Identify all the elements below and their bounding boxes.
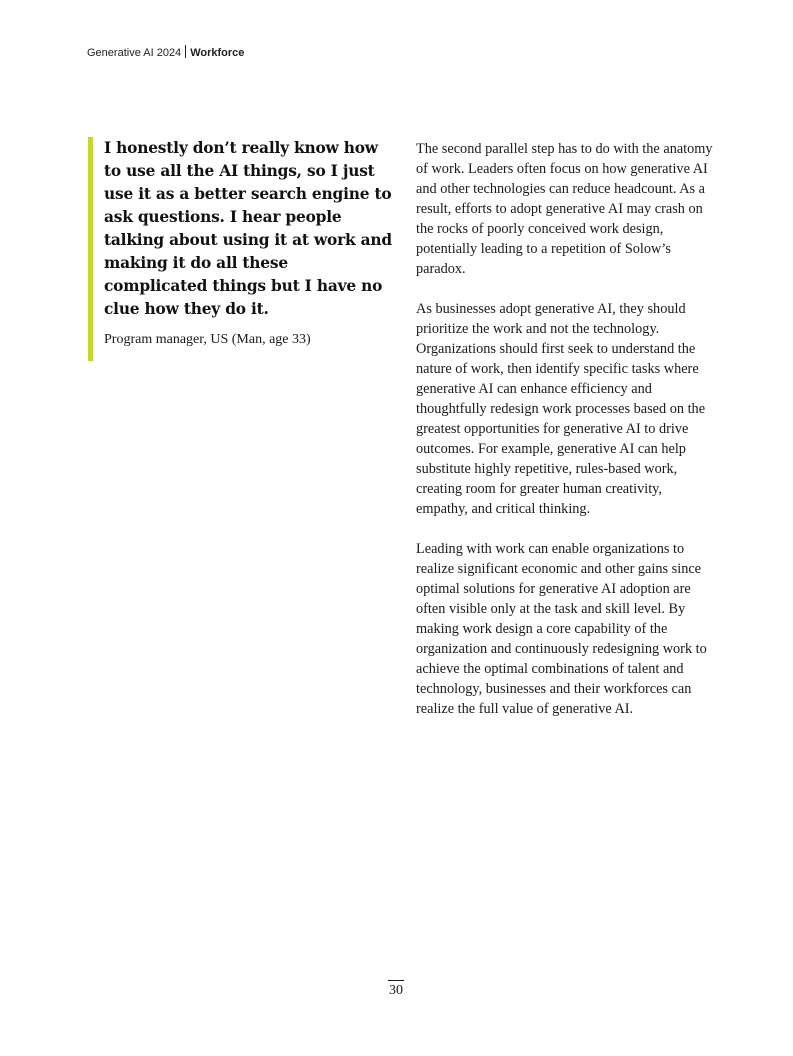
running-header xyxy=(87,45,244,60)
body-paragraph: The second parallel step has to do with the anatomy of work. Leaders often focus on how generative AI and other technologies can reduce headcount. As a result, efforts to adopt generative AI may crash on the rocks of poorly conceived work design, potentially leading to a repetition of Solow’s paradox. xyxy=(416,141,713,277)
pull-quote-text: I honestly don’t really know how to use all the AI things, so I just use it as a better search engine to ask questions. I hear people talking about using it at work and making it do all these complicated things but I have no clue how they do it. xyxy=(104,139,392,318)
body-column xyxy=(416,139,716,739)
body-paragraph: As businesses adopt generative AI, they should prioritize the work and not the technology. Organizations should first seek to understand the nature of work, then identify specific tasks where generative AI can enhance efficiency and thoughtfully redesign work processes based on the greatest opportunities for generative AI to drive outcomes. For example, generative AI can help substitute highly repetitive, rules-based work, creating room for greater human creativity, empathy, and critical thinking. xyxy=(416,301,706,517)
header-divider xyxy=(185,45,186,58)
body-paragraph: Leading with work can enable organizations to realize significant economic and other gains since optimal solutions for generative AI adoption are often visible only at the task and skill level. By making work design a core capability of the organization and continuously redesigning work to achieve the optimal combinations of talent and technology, businesses and their workforces can realize the full value of generative AI. xyxy=(416,541,707,717)
pull-quote-attribution: Program manager, US (Man, age 33) xyxy=(104,332,311,347)
page-number-text: 30 xyxy=(389,983,403,998)
page-number-rule xyxy=(388,980,404,981)
page-number xyxy=(376,980,416,1000)
header-doc-title: Generative AI 2024 xyxy=(87,47,182,59)
header-section-title: Workforce xyxy=(190,47,245,59)
pull-quote xyxy=(88,137,394,361)
